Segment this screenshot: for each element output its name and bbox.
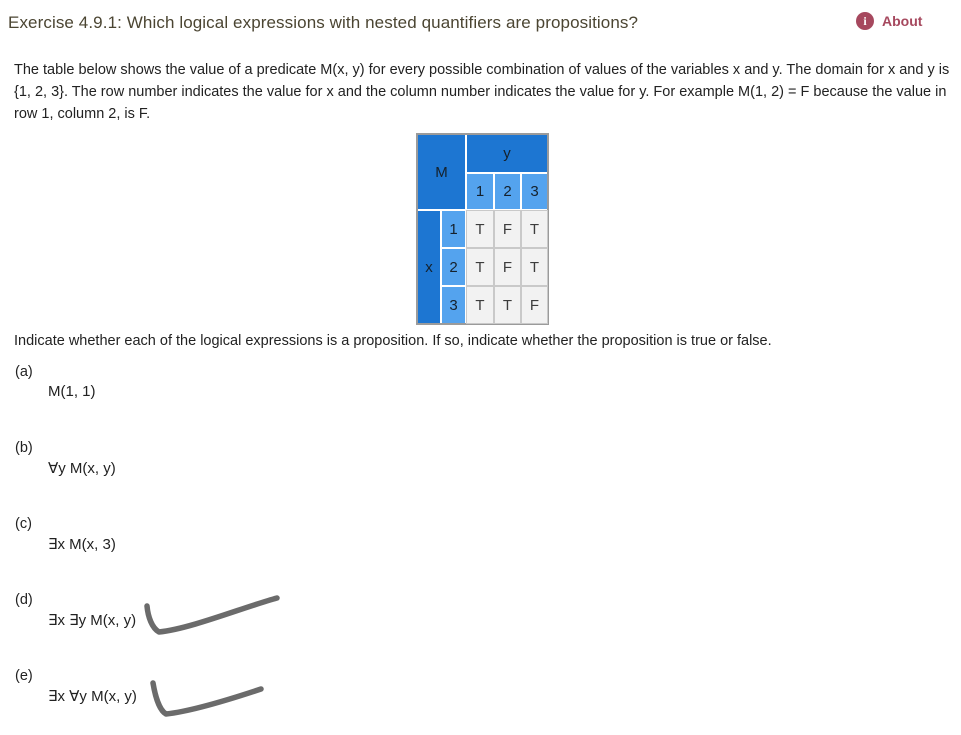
table-col-header: 3 — [522, 174, 547, 209]
table-value-cell: T — [467, 211, 493, 247]
table-row-header: 3 — [442, 287, 465, 323]
table-value-cell: T — [467, 287, 493, 323]
table-value-cell: T — [522, 249, 547, 285]
table-row-header: 2 — [442, 249, 465, 285]
table-value-cell: T — [467, 249, 493, 285]
predicate-table — [416, 133, 549, 325]
checkmark-annotation — [148, 678, 266, 722]
expression-list — [15, 364, 945, 735]
item-label: (e) — [15, 668, 33, 684]
table-col-axis-label: y — [467, 135, 547, 172]
table-row-header: 1 — [442, 211, 465, 247]
intro-paragraph: The table below shows the value of a predicate M(x, y) for every possible combination of values of the variables x and y. The domain for x and y is {1, 2, 3}. The row number indicates the value for x and the column number indicates the value for y. For example M(1, 2) = F because the value in row 1, column 2, is F. — [14, 62, 950, 122]
table-value-cell: T — [495, 287, 520, 323]
item-expression: ∃x ∃y M(x, y) — [48, 612, 137, 629]
item-label: (a) — [15, 364, 33, 380]
about-label: About — [882, 13, 923, 29]
table-col-header: 2 — [495, 174, 520, 209]
item-label: (d) — [15, 592, 33, 608]
item-label: (b) — [15, 440, 33, 456]
expression-item-e — [15, 668, 945, 735]
item-label: (c) — [15, 516, 32, 532]
item-expression: ∃x ∀y M(x, y) — [48, 688, 137, 705]
expression-item-b — [15, 440, 945, 516]
about-button[interactable] — [856, 12, 922, 30]
exercise-title: Exercise 4.9.1: Which logical expressions with nested quantifiers are propositions? — [8, 13, 639, 32]
table-value-cell: F — [495, 249, 520, 285]
expression-item-a — [15, 364, 945, 440]
table-value-cell: F — [522, 287, 547, 323]
expression-item-c — [15, 516, 945, 592]
info-icon: i — [856, 12, 874, 30]
table-value-cell: T — [522, 211, 547, 247]
item-expression: ∃x M(x, 3) — [48, 536, 116, 553]
table-value-cell: F — [495, 211, 520, 247]
expression-item-d — [15, 592, 945, 668]
item-expression: M(1, 1) — [48, 383, 96, 400]
table-corner-label: M — [418, 135, 465, 209]
table-col-header: 1 — [467, 174, 493, 209]
item-expression: ∀y M(x, y) — [48, 460, 116, 477]
table-row-axis-label: x — [418, 211, 440, 323]
prompt-text: Indicate whether each of the logical expressions is a proposition. If so, indicate whether the proposition is true or false. — [14, 333, 772, 349]
